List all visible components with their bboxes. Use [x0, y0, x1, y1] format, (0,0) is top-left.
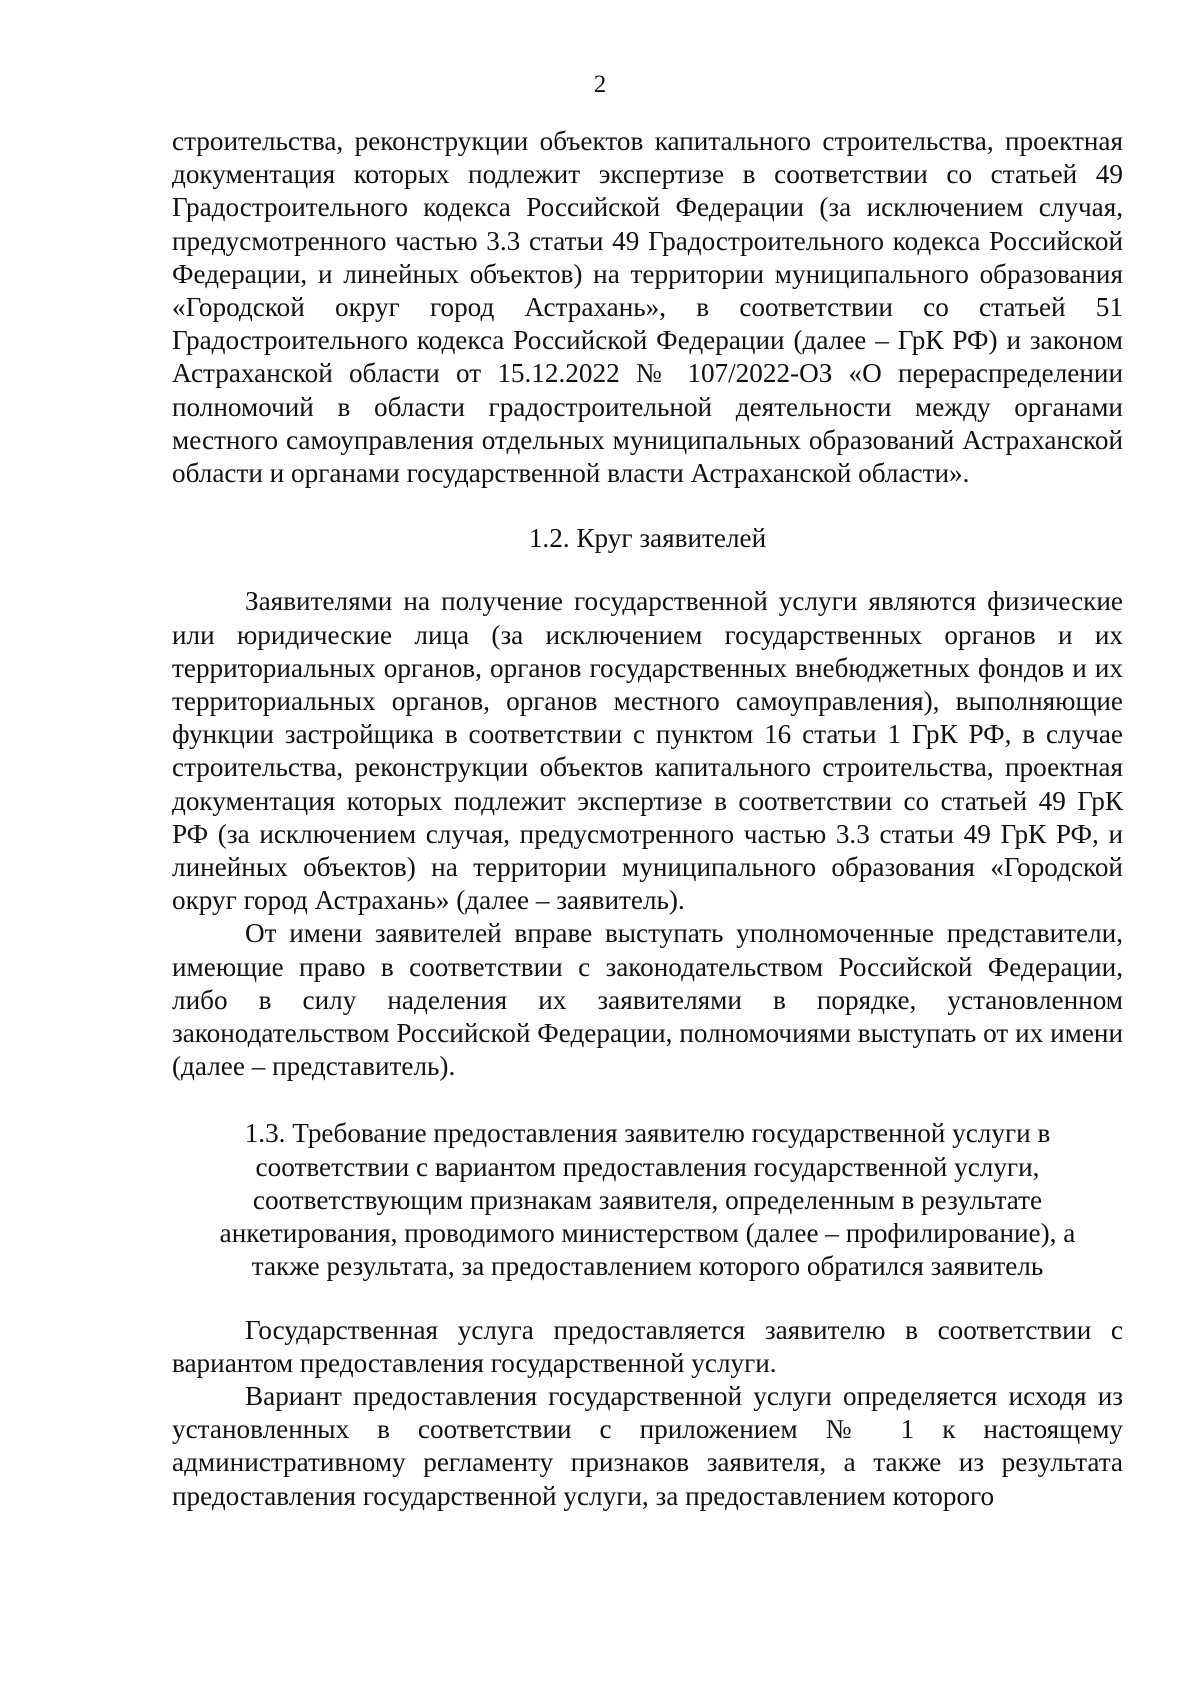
paragraph-variant-determination: Вариант предоставления государственной услуги определяется исходя из установленных в соответствии с приложением № 1 к настоящему административному регламенту признаков заявителя, а также из результата предоставления государственной услуги, за предоставлением которого	[172, 1380, 1123, 1511]
document-body	[172, 125, 1123, 1513]
heading-line: также результата, за предоставлением которого обратился заявитель	[251, 1251, 1044, 1282]
heading-line: анкетирования, проводимого министерством (далее – профилирование), а	[219, 1218, 1076, 1249]
paragraph-representatives: От имени заявителей вправе выступать уполномоченные представители, имеющие право в соответствии с законодательством Российской Федерации, либо в силу наделения их заявителями в порядке, установленном законодательством Российской Федерации, полномочиями выступать от их имени (далее – представитель).	[172, 918, 1123, 1082]
heading-line: 1.3. Требование предоставления заявителю государственной услуги в	[244, 1118, 1051, 1149]
page-number: 2	[593, 71, 607, 98]
paragraph-applicants: Заявителями на получение государственной услуги являются физические или юридические лица (за исключением государственных органов и их территориальных органов, органов государственных внебюджетных фондов и их территориальных органов, органов местного самоуправления), выполняющие функции застройщика в соответствии с пунктом 16 статьи 1 ГрК РФ, в случае строительства, реконструкции объектов капитального строительства, проектная документация которых подлежит экспертизе в соответствии со статьей 49 ГрК РФ (за исключением случая, предусмотренного частью 3.3 статьи 49 ГрК РФ, и линейных объектов) на территории муниципального образования «Городской округ город Астрахань» (далее – заявитель).	[172, 586, 1123, 916]
paragraph-service-variant: Государственная услуга предоставляется заявителю в соответствии с вариантом предоставления государственной услуги.	[172, 1314, 1123, 1378]
paragraph-scope-continuation: строительства, реконструкции объектов капитального строительства, проектная документация которых подлежит экспертизе в соответствии со статьей 49 Градостроительного кодекса Российской Федерации (за исключением случая, предусмотренного частью 3.3 статьи 49 Градостроительного кодекса Российской Федерации, и линейных объектов) на территории муниципального образования «Городской округ город Астрахань», в соответствии со статьей 51 Градостроительного кодекса Российской Федерации (далее – ГрК РФ) и законом Астраханской области от 15.12.2022 № 107/2022-ОЗ «О перераспределении полномочий в области градостроительной деятельности между органами местного самоуправления отдельных муниципальных образований Астраханской области и органами государственной власти Астраханской области».	[172, 126, 1123, 489]
heading-line: соответствии с вариантом предоставления государственной услуги,	[255, 1151, 1040, 1182]
section-heading-1-3	[172, 1117, 1123, 1283]
heading-line: соответствующим признакам заявителя, определенным в результате	[252, 1184, 1043, 1215]
section-heading-1-2: 1.2. Круг заявителей	[528, 523, 767, 554]
